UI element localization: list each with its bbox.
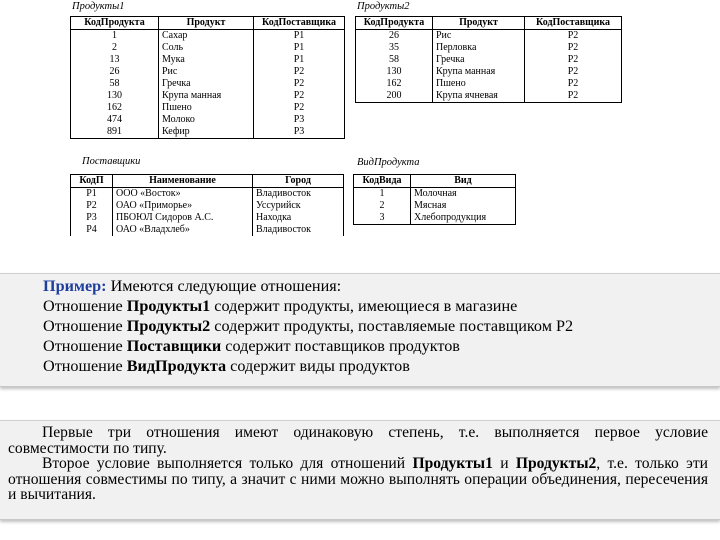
column-header: КодПоставщика xyxy=(525,17,622,30)
table-cell: ОАО «Приморье» xyxy=(113,200,253,212)
table-row xyxy=(356,66,622,78)
table-cell: P3 xyxy=(71,212,113,224)
table-cell: P3 xyxy=(254,126,345,139)
table-cell: 58 xyxy=(356,54,433,66)
table-cell: P2 xyxy=(525,30,622,43)
table-cell: Крупа манная xyxy=(159,90,254,102)
table-cell: 474 xyxy=(71,114,159,126)
table-row xyxy=(356,42,622,54)
table-cell: 26 xyxy=(356,30,433,43)
table-cell: Сахар xyxy=(159,30,254,43)
table-cell: Мясная xyxy=(411,200,516,212)
table-cell: 13 xyxy=(71,54,159,66)
table-cell: P1 xyxy=(71,188,113,201)
table-cell: 162 xyxy=(356,78,433,90)
table-cell: 2 xyxy=(71,42,159,54)
column-header: КодПродукта xyxy=(356,17,433,30)
table-cell: Владивосток xyxy=(253,224,344,236)
example-line: Отношение Поставщики содержит поставщиков продуктов xyxy=(43,337,460,355)
table-cell: 130 xyxy=(71,90,159,102)
table-cell: Крупа манная xyxy=(433,66,525,78)
example-label: Пример: xyxy=(43,277,107,295)
table-cell: ПБОЮЛ Сидоров А.С. xyxy=(113,212,253,224)
column-header: КодПродукта xyxy=(71,17,159,30)
table-cell: Молоко xyxy=(159,114,254,126)
table-row xyxy=(354,188,516,201)
column-header: Вид xyxy=(411,175,516,188)
example-line: Отношение Продукты2 содержит продукты, поставляемые поставщиком Р2 xyxy=(43,317,574,335)
column-header: Наименование xyxy=(113,175,253,188)
column-header: КодПоставщика xyxy=(254,17,345,30)
column-header: КодВида xyxy=(354,175,411,188)
table-cell: ООО «Восток» xyxy=(113,188,253,201)
table-cell: P2 xyxy=(525,66,622,78)
table-cell: Гречка xyxy=(159,78,254,90)
table-cell: Мука xyxy=(159,54,254,66)
table-cell: Рис xyxy=(433,30,525,43)
table-cell: P2 xyxy=(254,90,345,102)
table-cell: Находка xyxy=(253,212,344,224)
table-row xyxy=(71,188,344,201)
table-row xyxy=(356,90,622,103)
table-row xyxy=(71,224,344,236)
paragraph-1: Первые три отношения имеют одинаковую степень, т.е. выполняется первое условие совместимости по типу. xyxy=(8,424,708,457)
table-row xyxy=(71,200,344,212)
table-cell: P4 xyxy=(71,224,113,236)
example-line: Отношение ВидПродукта содержит виды продуктов xyxy=(43,357,410,375)
table-row xyxy=(354,200,516,212)
table-cell: Кефир xyxy=(159,126,254,139)
table-cell: P2 xyxy=(71,200,113,212)
table-cell: 200 xyxy=(356,90,433,103)
table-cell: 3 xyxy=(354,212,411,225)
table-cell: Владивосток xyxy=(253,188,344,201)
table-cell: P2 xyxy=(525,90,622,103)
table-cell: 1 xyxy=(71,30,159,43)
column-header: Продукт xyxy=(433,17,525,30)
product-types-caption: ВидПродукта xyxy=(357,157,420,168)
table-cell: P2 xyxy=(254,78,345,90)
table-row xyxy=(71,126,345,139)
table-row xyxy=(356,54,622,66)
table-cell: Уссурийск xyxy=(253,200,344,212)
table-cell: 891 xyxy=(71,126,159,139)
table-cell: 130 xyxy=(356,66,433,78)
table-cell: P2 xyxy=(525,42,622,54)
products1-caption: Продукты1 xyxy=(72,1,125,12)
table-row xyxy=(71,102,345,114)
table-cell: 1 xyxy=(354,188,411,201)
table-cell: 162 xyxy=(71,102,159,114)
table-row xyxy=(71,30,345,43)
table-row xyxy=(71,42,345,54)
column-header: Город xyxy=(253,175,344,188)
table-row xyxy=(71,90,345,102)
table-row xyxy=(71,78,345,90)
example-line: Отношение Продукты1 содержит продукты, имеющиеся в магазине xyxy=(43,297,518,315)
products2-caption: Продукты2 xyxy=(357,1,410,12)
table-cell: P3 xyxy=(254,114,345,126)
table-cell: P2 xyxy=(254,66,345,78)
explanation-box xyxy=(0,420,720,520)
table-row xyxy=(354,212,516,225)
table-cell: 2 xyxy=(354,200,411,212)
table-cell: ОАО «Владхлеб» xyxy=(113,224,253,236)
table-cell: Пшено xyxy=(433,78,525,90)
table-cell: Молочная xyxy=(411,188,516,201)
table-cell: Хлебопродукция xyxy=(411,212,516,225)
table-cell: P2 xyxy=(525,54,622,66)
table-row xyxy=(71,54,345,66)
table-cell: Соль xyxy=(159,42,254,54)
table-cell: Рис xyxy=(159,66,254,78)
table-cell: P2 xyxy=(254,102,345,114)
suppliers-table xyxy=(70,174,344,236)
table-cell: Перловка xyxy=(433,42,525,54)
products2-table xyxy=(355,16,622,103)
table-cell: 26 xyxy=(71,66,159,78)
table-row xyxy=(356,78,622,90)
table-cell: P2 xyxy=(525,78,622,90)
table-cell: P1 xyxy=(254,42,345,54)
table-cell: P1 xyxy=(254,54,345,66)
example-intro: Пример: Имеются следующие отношения: xyxy=(43,277,342,295)
table-row xyxy=(71,66,345,78)
suppliers-caption: Поставщики xyxy=(82,156,141,167)
table-cell: Пшено xyxy=(159,102,254,114)
table-cell: Крупа ячневая xyxy=(433,90,525,103)
table-row xyxy=(356,30,622,43)
paragraph-2: Второе условие выполняется только для отношений Продукты1 и Продукты2, т.е. только эти отношения совместимы по типу, а значит с ними можно выполнять операции объединения, пересечения и вычитания. xyxy=(8,455,708,503)
table-cell: 58 xyxy=(71,78,159,90)
example-box xyxy=(0,273,720,387)
table-cell: Гречка xyxy=(433,54,525,66)
table-cell: P1 xyxy=(254,30,345,43)
table-row xyxy=(71,212,344,224)
column-header: Продукт xyxy=(159,17,254,30)
product-types-table xyxy=(353,174,516,225)
table-row xyxy=(71,114,345,126)
column-header: КодП xyxy=(71,175,113,188)
table-cell: 35 xyxy=(356,42,433,54)
products1-table xyxy=(70,16,345,139)
